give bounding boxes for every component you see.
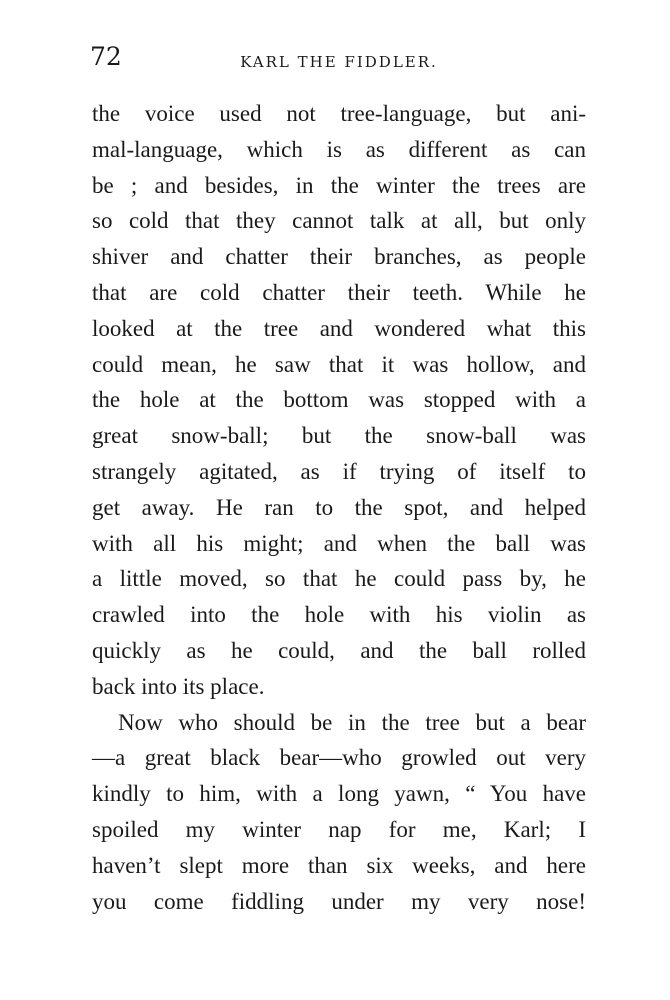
text-line: mal-language, which is as different as can	[92, 136, 586, 162]
text-line: great snow-ball; but the snow-ball was	[92, 423, 586, 449]
text-line: looked at the tree and wondered what this	[92, 315, 586, 341]
text-line: crawled into the hole with his violin as	[92, 602, 586, 628]
body-text	[92, 96, 586, 919]
page-number: 72	[90, 42, 122, 71]
text-line: quickly as he could, and the ball rolled	[92, 637, 586, 663]
text-line: back into its place.	[92, 673, 265, 699]
text-line: the voice used not tree-language, but ani-	[92, 101, 586, 126]
text-line: the hole at the bottom was stopped with a	[92, 387, 586, 413]
text-line: be ; and besides, in the winter the trees are	[92, 172, 586, 198]
paragraph-2	[92, 705, 586, 920]
text-line: spoiled my winter nap for me, Karl; I	[92, 816, 586, 842]
text-line: strangely agitated, as if trying of itself to	[92, 458, 586, 484]
text-line: could mean, he saw that it was hollow, and	[92, 351, 586, 377]
text-line: —a great black bear—who growled out very	[92, 745, 586, 771]
text-line: Now who should be in the tree but a bear	[118, 709, 586, 735]
running-head	[90, 38, 588, 82]
text-line: that are cold chatter their teeth. While he	[92, 279, 586, 305]
text-line: haven’t slept more than six weeks, and here	[92, 852, 586, 878]
text-line: shiver and chatter their branches, as people	[92, 244, 586, 270]
text-line: so cold that they cannot talk at all, but only	[92, 208, 586, 234]
text-line: get away. He ran to the spot, and helped	[92, 494, 586, 520]
running-title: KARL THE FIDDLER.	[240, 53, 438, 71]
paragraph-1	[92, 96, 586, 705]
text-line: with all his might; and when the ball was	[92, 530, 586, 556]
text-line: you come fiddling under my very nose!	[92, 888, 586, 914]
text-line: a little moved, so that he could pass by, he	[92, 566, 586, 592]
text-line: kindly to him, with a long yawn, “ You have	[92, 781, 586, 807]
